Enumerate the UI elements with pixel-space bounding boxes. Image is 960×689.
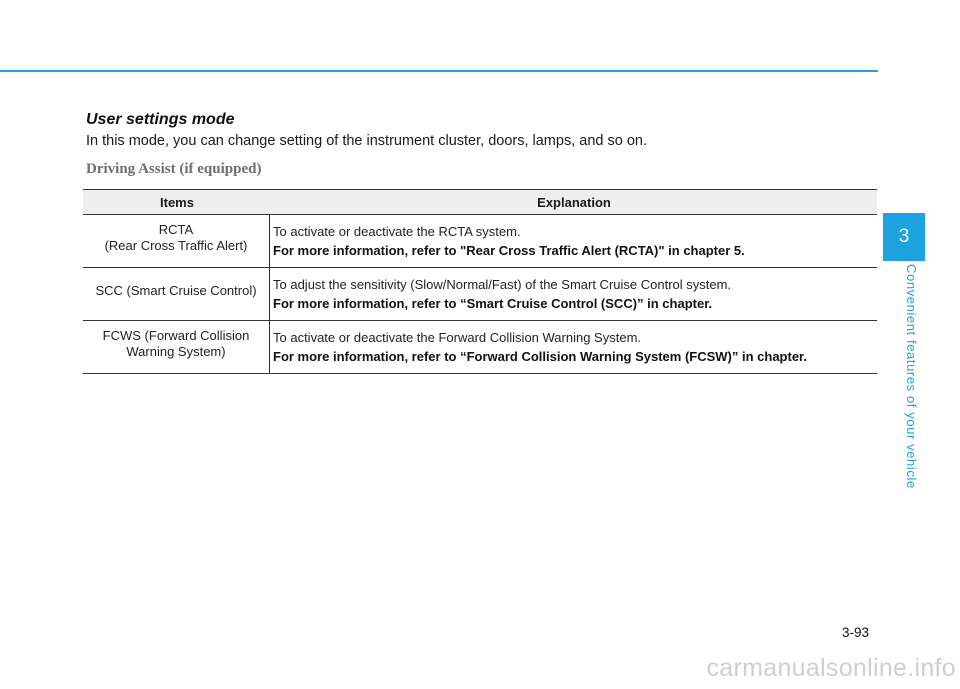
- table-row: [83, 215, 877, 268]
- explanation-text: To activate or deactivate the RCTA system.: [273, 224, 521, 239]
- page-number: 3-93: [842, 625, 870, 640]
- item-line: FCWS (Forward Collision: [102, 328, 250, 343]
- reference-text: For more information, refer to “Forward Collision Warning System (FCSW)” in chapter.: [273, 349, 808, 364]
- item-line: Warning System): [126, 344, 226, 359]
- reference-text: For more information, refer to “Smart Cruise Control (SCC)” in chapter.: [273, 296, 713, 311]
- reference-text: For more information, refer to "Rear Cross Traffic Alert (RCTA)" in chapter 5.: [273, 243, 745, 258]
- top-rule: [0, 70, 878, 72]
- item-cell: [83, 215, 270, 267]
- explanation-text: To activate or deactivate the Forward Collision Warning System.: [273, 330, 642, 345]
- item-line: SCC (Smart Cruise Control): [95, 283, 257, 298]
- item-line: RCTA: [158, 222, 194, 237]
- table-row: [83, 268, 877, 321]
- item-cell: [83, 321, 270, 373]
- watermark: carmanualsonline.info: [706, 654, 956, 682]
- item-line: (Rear Cross Traffic Alert): [104, 238, 248, 253]
- header-explanation: Explanation: [537, 194, 611, 210]
- table-row: [83, 321, 877, 374]
- explanation-cell: [270, 215, 877, 267]
- section-title: User settings mode: [86, 111, 235, 128]
- item-cell: [83, 268, 270, 320]
- section-intro: In this mode, you can change setting of the instrument cluster, doors, lamps, and so on.: [86, 133, 647, 149]
- section-subtitle: Driving Assist (if equipped): [86, 161, 262, 177]
- table-header: [83, 190, 877, 215]
- chapter-title: Convenient features of your vehicle: [904, 264, 919, 489]
- chapter-tab: 3: [883, 213, 925, 261]
- explanation-cell: [270, 268, 877, 320]
- settings-table: [83, 189, 877, 374]
- header-items: Items: [160, 194, 194, 210]
- explanation-text: To adjust the sensitivity (Slow/Normal/Fast) of the Smart Cruise Control system.: [273, 277, 732, 292]
- explanation-cell: [270, 321, 877, 373]
